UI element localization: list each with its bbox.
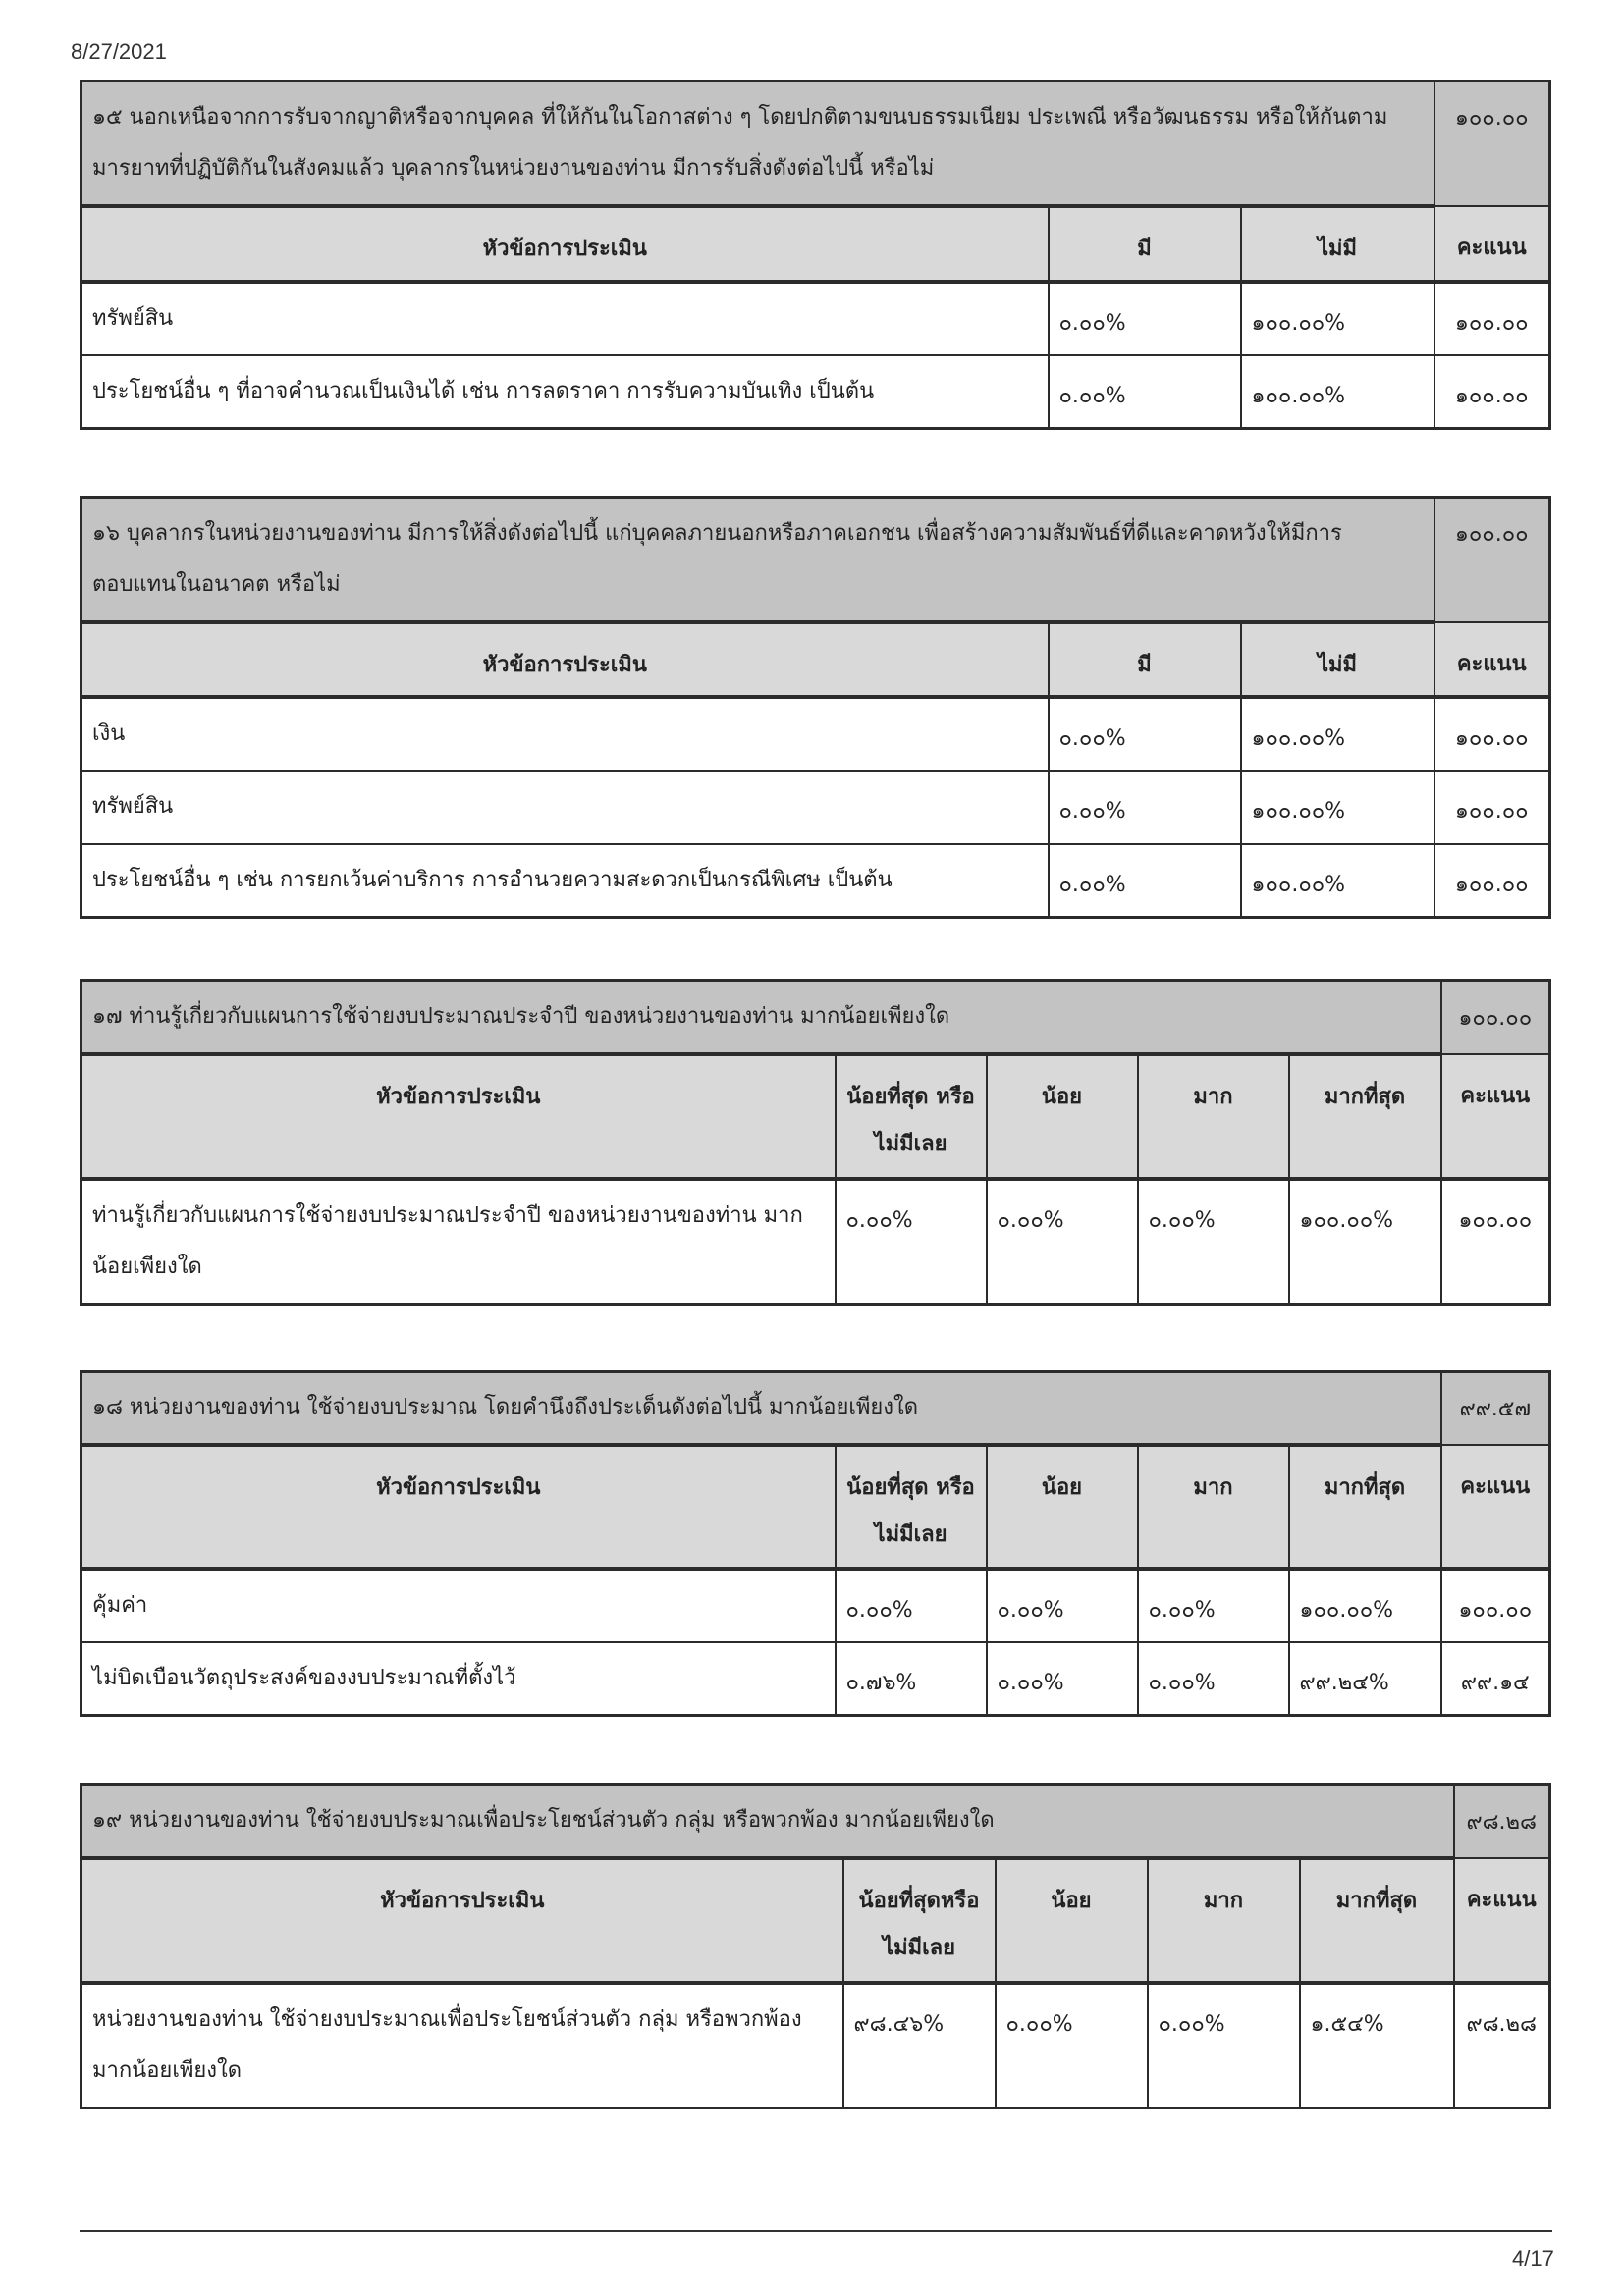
row-value-yes: ๐.๐๐% [1049,355,1241,429]
column-header-much: มาก [1138,1445,1289,1569]
row-item: ประโยชน์อื่น ๆ เช่น การยกเว้นค่าบริการ การอำนวยความสะดวกเป็นกรณีพิเศษ เป็นต้น [81,844,1049,918]
question-title: ๑๗ ท่านรู้เกี่ยวกับแผนการใช้จ่ายงบประมาณประจำปี ของหน่วยงานของท่าน มากน้อยเพียงใด [81,981,1441,1054]
question-18-table [80,1370,1551,1717]
column-header-topic: หัวข้อการประเมิน [81,1858,843,1983]
column-header-most: มากที่สุด [1289,1445,1441,1569]
table-row [81,697,1550,771]
row-item: ทรัพย์สิน [81,771,1049,844]
column-header-score: คะแนน [1434,622,1550,697]
column-header-yes: มี [1049,206,1241,282]
page-number: 4/17 [1512,2246,1554,2270]
column-header-least: น้อยที่สุด หรือไม่มีเลย [836,1054,987,1179]
row-value-much: ๐.๐๐% [1148,1983,1300,2109]
question-score: ๙๘.๒๘ [1454,1785,1550,1858]
row-value-much: ๐.๐๐% [1138,1179,1289,1305]
row-score: ๑๐๐.๐๐ [1441,1179,1550,1305]
row-value-yes: ๐.๐๐% [1049,282,1241,355]
column-header-little: น้อย [987,1445,1138,1569]
question-16-table [80,496,1551,919]
row-value-much: ๐.๐๐% [1138,1642,1289,1716]
column-header-topic: หัวข้อการประเมิน [81,206,1049,282]
column-header-score: คะแนน [1441,1054,1550,1179]
column-header-least: น้อยที่สุดหรือ ไม่มีเลย [843,1858,996,1983]
column-header-score: คะแนน [1441,1445,1550,1569]
column-header-score: คะแนน [1454,1858,1550,1983]
row-item: ท่านรู้เกี่ยวกับแผนการใช้จ่ายงบประมาณประจำปี ของหน่วยงานของท่าน มากน้อยเพียงใด [81,1179,836,1305]
row-score: ๑๐๐.๐๐ [1434,355,1550,429]
row-value-no: ๑๐๐.๐๐% [1241,355,1434,429]
row-score: ๑๐๐.๐๐ [1434,771,1550,844]
row-value-yes: ๐.๐๐% [1049,844,1241,918]
table-row [81,1983,1550,2109]
row-value-little: ๐.๐๐% [996,1983,1148,2109]
column-header-much: มาก [1148,1858,1300,1983]
column-header-no: ไม่มี [1241,206,1434,282]
row-value-little: ๐.๐๐% [987,1179,1138,1305]
row-value-no: ๑๐๐.๐๐% [1241,282,1434,355]
question-title: ๑๙ หน่วยงานของท่าน ใช้จ่ายงบประมาณเพื่อประโยชน์ส่วนตัว กลุ่ม หรือพวกพ้อง มากน้อยเพียงใด [81,1785,1454,1858]
row-value-yes: ๐.๐๐% [1049,697,1241,771]
row-score: ๑๐๐.๐๐ [1441,1569,1550,1642]
table-row [81,1179,1550,1305]
row-item: ทรัพย์สิน [81,282,1049,355]
table-row [81,844,1550,918]
row-value-little: ๐.๐๐% [987,1642,1138,1716]
question-15-table [80,80,1551,430]
row-value-most: ๑๐๐.๐๐% [1289,1569,1441,1642]
column-header-most: มากที่สุด [1300,1858,1454,1983]
row-value-least: ๐.๐๐% [836,1569,987,1642]
row-item: เงิน [81,697,1049,771]
question-score: ๑๐๐.๐๐ [1441,981,1550,1054]
column-header-score: คะแนน [1434,206,1550,282]
row-value-least: ๙๘.๔๖% [843,1983,996,2109]
question-title: ๑๕ นอกเหนือจากการรับจากญาติหรือจากบุคคล ที่ให้กันในโอกาสต่าง ๆ โดยปกติตามขนบธรรมเนียม ประเพณี หรือวัฒนธรรม หรือให้กันตามมารยาทที่ปฏิบัติกันในสังคมแล้ว บุคลากรในหน่วยงานของท่าน มีการรับสิ่งดังต่อไปนี้ หรือไม่ [81,81,1434,206]
row-score: ๙๘.๒๘ [1454,1983,1550,2109]
row-score: ๑๐๐.๐๐ [1434,844,1550,918]
table-row [81,771,1550,844]
column-header-least: น้อยที่สุด หรือไม่มีเลย [836,1445,987,1569]
question-17-table [80,979,1551,1306]
row-score: ๙๙.๑๔ [1441,1642,1550,1716]
row-value-much: ๐.๐๐% [1138,1569,1289,1642]
row-value-most: ๑๐๐.๐๐% [1289,1179,1441,1305]
question-score: ๑๐๐.๐๐ [1434,498,1550,622]
column-header-no: ไม่มี [1241,622,1434,697]
row-value-yes: ๐.๐๐% [1049,771,1241,844]
row-score: ๑๐๐.๐๐ [1434,282,1550,355]
question-score: ๙๙.๕๗ [1441,1372,1550,1445]
row-score: ๑๐๐.๐๐ [1434,697,1550,771]
column-header-most: มากที่สุด [1289,1054,1441,1179]
row-value-most: ๑.๕๔% [1300,1983,1454,2109]
row-value-no: ๑๐๐.๐๐% [1241,697,1434,771]
row-item: คุ้มค่า [81,1569,836,1642]
row-item: ไม่บิดเบือนวัตถุประสงค์ของงบประมาณที่ตั้งไว้ [81,1642,836,1716]
column-header-little: น้อย [987,1054,1138,1179]
row-value-little: ๐.๐๐% [987,1569,1138,1642]
question-title: ๑๖ บุคลากรในหน่วยงานของท่าน มีการให้สิ่งดังต่อไปนี้ แก่บุคคลภายนอกหรือภาคเอกชน เพื่อสร้างความสัมพันธ์ที่ดีและคาดหวังให้มีการตอบแทนในอนาคต หรือไม่ [81,498,1434,622]
table-row [81,355,1550,429]
column-header-topic: หัวข้อการประเมิน [81,622,1049,697]
column-header-much: มาก [1138,1054,1289,1179]
footer-divider [80,2230,1552,2232]
column-header-yes: มี [1049,622,1241,697]
row-item: ประโยชน์อื่น ๆ ที่อาจคำนวณเป็นเงินได้ เช่น การลดราคา การรับความบันเทิง เป็นต้น [81,355,1049,429]
row-value-least: ๐.๐๐% [836,1179,987,1305]
question-title: ๑๘ หน่วยงานของท่าน ใช้จ่ายงบประมาณ โดยคำนึงถึงประเด็นดังต่อไปนี้ มากน้อยเพียงใด [81,1372,1441,1445]
question-score: ๑๐๐.๐๐ [1434,81,1550,206]
table-row [81,1642,1550,1716]
table-row [81,282,1550,355]
table-row [81,1569,1550,1642]
row-value-most: ๙๙.๒๔% [1289,1642,1441,1716]
question-19-table [80,1783,1551,2109]
row-value-no: ๑๐๐.๐๐% [1241,771,1434,844]
row-item: หน่วยงานของท่าน ใช้จ่ายงบประมาณเพื่อประโยชน์ส่วนตัว กลุ่ม หรือพวกพ้อง มากน้อยเพียงใด [81,1983,843,2109]
column-header-little: น้อย [996,1858,1148,1983]
column-header-topic: หัวข้อการประเมิน [81,1054,836,1179]
row-value-no: ๑๐๐.๐๐% [1241,844,1434,918]
row-value-least: ๐.๗๖% [836,1642,987,1716]
column-header-topic: หัวข้อการประเมิน [81,1445,836,1569]
print-date: 8/27/2021 [71,39,167,64]
